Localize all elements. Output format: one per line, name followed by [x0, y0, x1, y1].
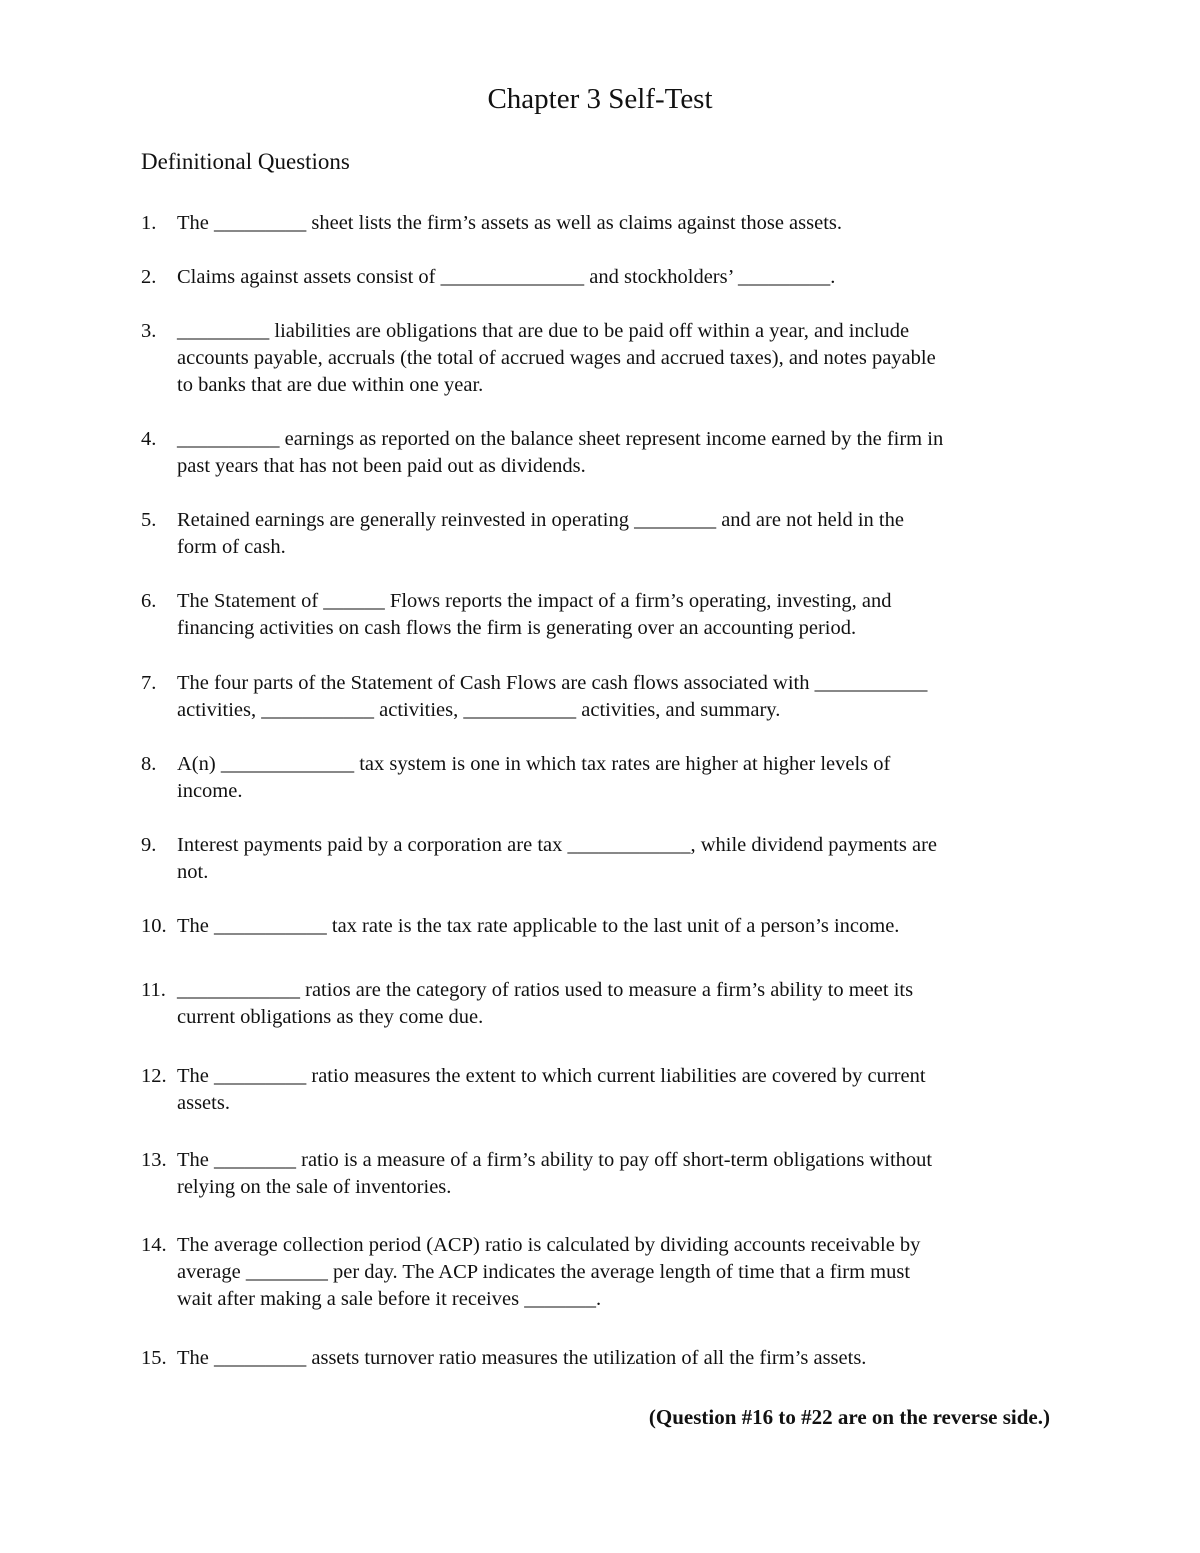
question-item [141, 210, 1071, 237]
question-item [141, 1345, 1071, 1372]
question-number: 5. [141, 509, 157, 531]
question-text: Interest payments paid by a corporation are tax ____________, while dividend payments are not. [177, 834, 937, 883]
question-item [141, 670, 1071, 724]
question-item [141, 588, 1071, 642]
question-text: The average collection period (ACP) ratio is calculated by dividing accounts receivable by average ________ per day. The ACP indicates the average length of time that a firm must wait after making a sale before it receives _______. [177, 1234, 921, 1310]
question-number: 10. [141, 915, 167, 937]
question-number: 2. [141, 266, 157, 288]
question-item [141, 1063, 1071, 1117]
question-item [141, 832, 1071, 886]
section-title: Definitional Questions [141, 149, 350, 174]
question-item [141, 1232, 1071, 1313]
question-text: __________ earnings as reported on the balance sheet represent income earned by the firm in past years that has not been paid out as dividends. [177, 428, 944, 477]
question-text: The ___________ tax rate is the tax rate applicable to the last unit of a person’s income. [177, 915, 900, 937]
question-item [141, 318, 1071, 399]
question-text: The _________ ratio measures the extent to which current liabilities are covered by current assets. [177, 1065, 926, 1114]
question-number: 13. [141, 1149, 167, 1171]
question-number: 12. [141, 1065, 167, 1087]
question-text: The _________ sheet lists the firm’s assets as well as claims against those assets. [177, 212, 842, 234]
question-text: Retained earnings are generally reinvested in operating ________ and are not held in the form of cash. [177, 509, 904, 558]
question-item [141, 264, 1071, 291]
question-text: A(n) _____________ tax system is one in which tax rates are higher at higher levels of income. [177, 753, 891, 802]
question-text: The four parts of the Statement of Cash Flows are cash flows associated with ___________ activities, ___________ activities, ___________ activities, and summary. [177, 672, 928, 721]
question-text: The Statement of ______ Flows reports the impact of a firm’s operating, investing, and financing activities on cash flows the firm is generating over an accounting period. [177, 590, 892, 639]
question-item [141, 913, 1071, 940]
question-item [141, 751, 1071, 805]
question-item [141, 426, 1071, 480]
question-number: 7. [141, 672, 157, 694]
reverse-side-note: (Question #16 to #22 are on the reverse side.) [648, 1405, 1050, 1429]
question-number: 11. [141, 979, 166, 1001]
question-text: Claims against assets consist of ______________ and stockholders’ _________. [177, 266, 836, 288]
question-item [141, 1147, 1071, 1201]
question-number: 1. [141, 212, 157, 234]
question-text: ____________ ratios are the category of ratios used to measure a firm’s ability to meet its current obligations as they come due. [177, 979, 914, 1028]
question-text: The _________ assets turnover ratio measures the utilization of all the firm’s assets. [177, 1347, 867, 1369]
question-number: 3. [141, 320, 157, 342]
question-number: 15. [141, 1347, 167, 1369]
question-item [141, 977, 1071, 1031]
question-text: _________ liabilities are obligations that are due to be paid off within a year, and include accounts payable, accruals (the total of accrued wages and accrued taxes), and notes payable to banks that are due within one year. [177, 320, 936, 396]
question-number: 14. [141, 1234, 167, 1256]
page-title: Chapter 3 Self-Test [487, 83, 713, 115]
question-number: 8. [141, 753, 157, 775]
question-number: 6. [141, 590, 157, 612]
question-text: The ________ ratio is a measure of a firm’s ability to pay off short-term obligations without relying on the sale of inventories. [177, 1149, 933, 1198]
question-number: 9. [141, 834, 157, 856]
question-number: 4. [141, 428, 157, 450]
question-item [141, 507, 1071, 561]
